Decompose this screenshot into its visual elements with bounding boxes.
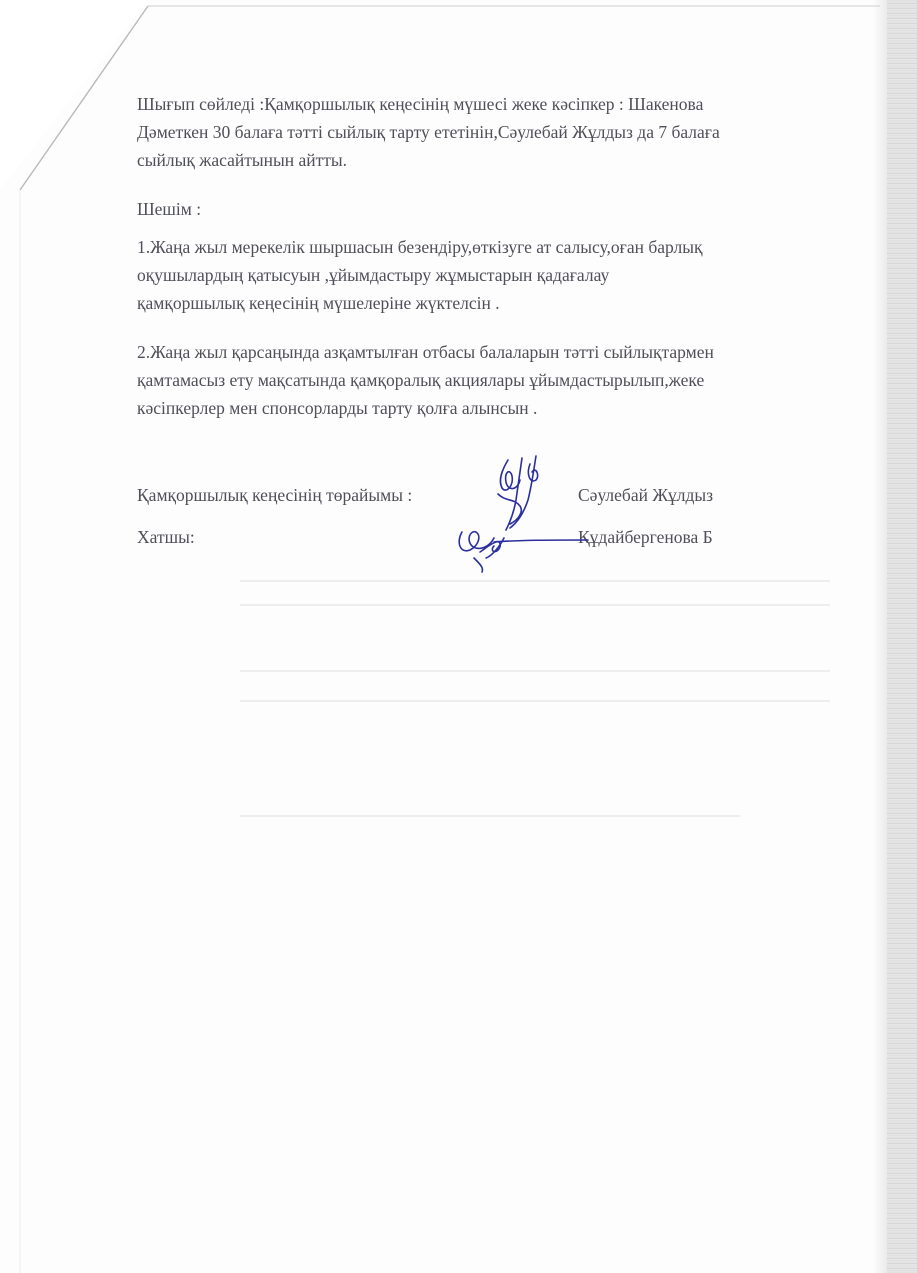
scan-right-edge [887, 0, 917, 1273]
bleed-through-line [240, 604, 830, 606]
bleed-through-line [240, 580, 830, 582]
handwritten-signature [440, 450, 590, 580]
text-line: қамқоршылық кеңесінің мүшелеріне жүктелсін . [137, 293, 500, 313]
text-line: 2.Жаңа жыл қарсаңында азқамтылған отбасы балаларын тәтті сыйлықтармен [137, 342, 714, 362]
bleed-through-line [240, 670, 830, 672]
text-line: Шығып сөйледі :Қамқоршылық кеңесінің мүшесі жеке кәсіпкер : Шакенова [137, 94, 704, 114]
text-line: қамтамасыз ету мақсатында қамқоралық акциялары ұйымдастырылып,жеке [137, 370, 705, 390]
text-line: Дәметкен 30 балаға тәтті сыйлық тарту ететінін,Сәулебай Жұлдыз да 7 балаға [137, 122, 720, 142]
text-line: 1.Жаңа жыл мерекелік шыршасын безендіру,өткізуге ат салысу,оған барлық [137, 237, 703, 257]
secretary-name: Құдайбергенова Б [578, 527, 713, 547]
decision-item-2 [137, 338, 837, 422]
scan-shadow [873, 0, 887, 1273]
text-line: кәсіпкерлер мен спонсорларды тарту қолға алынсын . [137, 398, 538, 418]
chair-role-label: Қамқоршылық кеңесінің төрайымы : [137, 485, 413, 505]
text-line: оқушылардың қатысуын ,ұйымдастыру жұмыстарын қадағалау [137, 265, 610, 285]
decision-item-1 [137, 233, 837, 317]
decision-heading: Шешім : [137, 199, 202, 219]
secretary-role-label: Хатшы: [137, 527, 195, 547]
bleed-through-line [240, 700, 830, 702]
text-line: сыйлық жасайтынын айтты. [137, 150, 348, 170]
bleed-through-line [240, 815, 740, 817]
chair-name: Сәулебай Жұлдыз [578, 485, 714, 505]
intro-paragraph [137, 90, 837, 174]
